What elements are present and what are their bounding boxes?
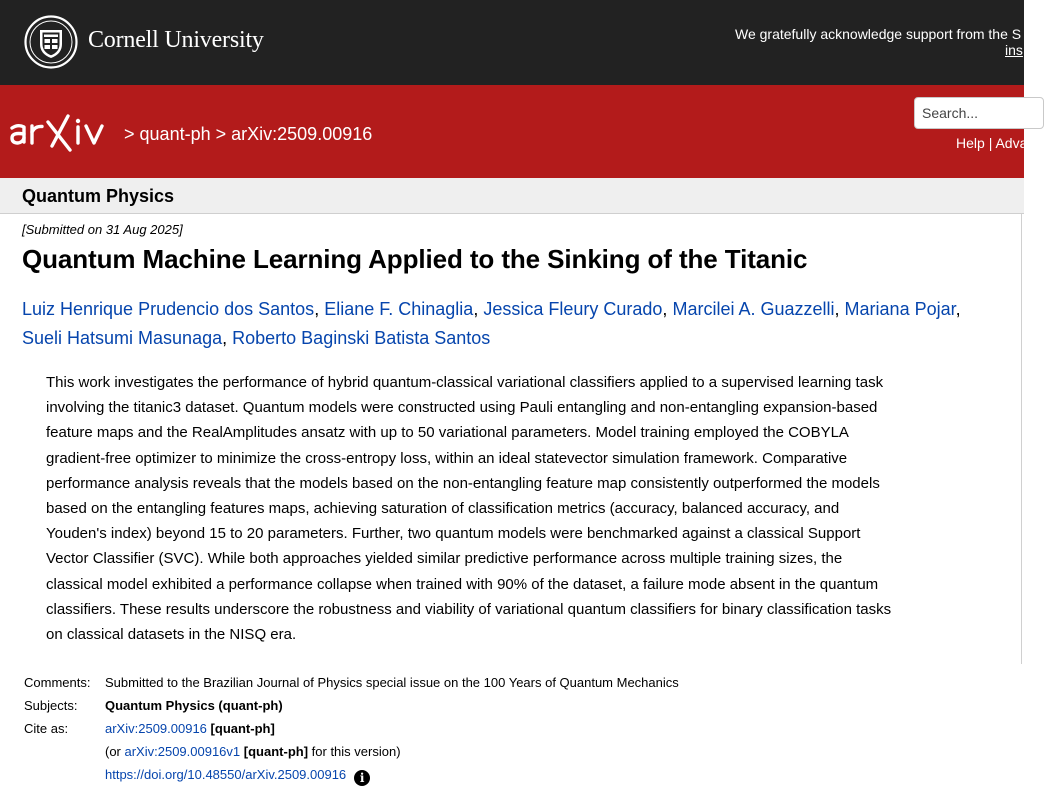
cite-arxiv-link[interactable]: arXiv:2509.00916 — [105, 721, 207, 736]
cornell-seal-icon[interactable] — [24, 15, 78, 69]
cite-value — [105, 721, 275, 736]
author-separator: , — [955, 299, 961, 319]
content-divider — [1021, 214, 1022, 664]
abstract-line: on classical datasets in the NISQ era. — [46, 626, 297, 644]
author-link[interactable]: Eliane F. Chinaglia — [324, 299, 474, 319]
version-open: (or — [105, 744, 125, 759]
help-links-separator: | — [988, 135, 993, 151]
cite-label: Cite as: — [24, 721, 69, 736]
author-separator: , — [314, 299, 320, 319]
version-close: for this version) — [308, 744, 401, 759]
doi-link[interactable]: https://doi.org/10.48550/arXiv.2509.00916 — [105, 767, 347, 782]
help-links — [956, 135, 1027, 151]
abstract — [46, 370, 976, 647]
author-link[interactable]: Roberto Baginski Batista Santos — [232, 328, 491, 348]
version-link[interactable]: arXiv:2509.00916v1 — [124, 744, 241, 759]
search-input[interactable] — [914, 97, 1044, 129]
info-icon[interactable]: i — [354, 770, 370, 786]
author-link[interactable]: Mariana Pojar — [844, 299, 956, 319]
abstract-line: involving the titanic3 dataset. Quantum models were constructed using Pauli entangling and non-entangling expansion-based — [46, 399, 878, 417]
breadcrumb-separator: > — [215, 124, 227, 144]
abstract-line: Vector Classifier (SVC). While both approaches yielded similar predictive performance across multiple training sizes, the — [46, 550, 843, 568]
advanced-search-link[interactable]: Adva — [995, 135, 1028, 151]
abstract-line: based on the entangling features maps, achieving saturation of classification metrics (accuracy, balanced accuracy, and — [46, 500, 840, 518]
paper-title: Quantum Machine Learning Applied to the Sinking of the Titanic — [22, 244, 808, 274]
subjects-label: Subjects: — [24, 698, 78, 713]
abstract-line: gradient-free optimizer to minimize the cross-entropy loss, within an ideal statevector simulation framework. Comparative — [46, 449, 848, 467]
subject-header-title: Quantum Physics — [22, 186, 175, 206]
version-value — [105, 744, 401, 759]
abstract-line: classical model exhibited a performance collapse when trained with 90% of the dataset, a failure mode absent in the quantum — [46, 575, 879, 593]
abstract-line: Youden's index) beyond 15 to 20 parameters. Further, two quantum models were benchmarked against a classical Support — [46, 525, 861, 543]
author-link[interactable]: Jessica Fleury Curado — [483, 299, 663, 319]
breadcrumb — [124, 124, 372, 145]
acknowledgement-text: We gratefully acknowledge support from the S — [735, 26, 1022, 42]
comments-value: Submitted to the Brazilian Journal of Physics special issue on the 100 Years of Quantum Mechanics — [105, 675, 679, 690]
abstract-line: This work investigates the performance of hybrid quantum-classical variational classifiers applied to a supervised learning task — [46, 374, 884, 391]
author-link[interactable]: Marcilei A. Guazzelli — [672, 299, 835, 319]
author-separator: , — [473, 299, 479, 319]
cornell-university-name[interactable]: Cornell University — [88, 27, 264, 53]
author-separator: , — [834, 299, 840, 319]
author-list — [22, 295, 1042, 353]
member-institutions-link[interactable]: ins — [1005, 42, 1023, 58]
abstract-line: feature maps and the RealAmplitudes ansatz with up to 50 variational parameters. Model training employed the COBYLA — [46, 424, 849, 442]
author-link[interactable]: Sueli Hatsumi Masunaga — [22, 328, 223, 348]
acknowledgement — [724, 26, 1024, 66]
author-link[interactable]: Luiz Henrique Prudencio dos Santos — [22, 299, 315, 319]
comments-label: Comments: — [24, 675, 91, 690]
breadcrumb-paper-id: arXiv:2509.00916 — [231, 124, 373, 144]
help-link[interactable]: Help — [956, 135, 985, 151]
doi-value — [105, 767, 370, 786]
primary-subject: Quantum Physics (quant-ph) — [105, 698, 283, 713]
breadcrumb-category-link[interactable]: quant-ph — [139, 124, 211, 144]
cite-category: [quant-ph] — [210, 721, 275, 736]
author-separator: , — [222, 328, 228, 348]
author-separator: , — [662, 299, 668, 319]
submission-date: [Submitted on 31 Aug 2025] — [22, 222, 183, 237]
version-category: [quant-ph] — [243, 744, 309, 759]
breadcrumb-separator: > — [124, 124, 135, 144]
abstract-line: performance analysis reveals that the models based on the non-entangling feature map consistently outperformed the models — [46, 474, 880, 492]
arxiv-logo-icon[interactable] — [8, 110, 120, 160]
abstract-line: classifiers. These results underscore the robustness and viability of variational quantum classifiers for binary classification tasks — [46, 600, 892, 618]
subjects-value — [105, 698, 283, 713]
